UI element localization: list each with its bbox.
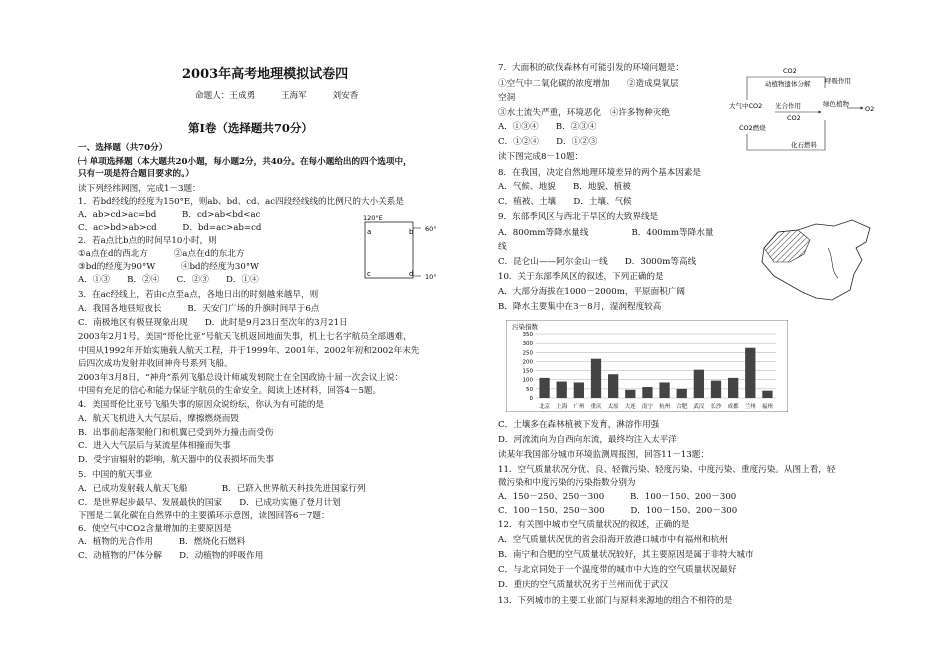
right-line: A．气候、地貌 B．地貌、植被 [498,182,631,192]
right-line: A．空气质量状况优的省会沿海开放港口城市中有福州和杭州 [498,535,728,545]
left-line: 6．使空气中CO2含量增加的主要原因是 [78,524,232,534]
right-line: C．与北京同处于一个温度带的城市中大连的空气质量状况最好 [498,565,737,575]
chart-ytick: 250 [522,350,533,357]
chart-bar [557,382,567,398]
right-line: 空洞 [498,93,516,103]
right-line: 7．大面积的砍伐森林有可能引发的环境问题是： [498,63,684,73]
left-line: 2003年2月1号，美国“哥伦比亚”号航天飞机返回地面失事，机上七名宇航员全部遇难， [78,332,412,342]
left-line: 1．若bd经线的经度为150°E，则ab、bd、cd、ac四段经线线的比例尺的大小关系是 [78,197,404,207]
china-region-map [758,218,880,306]
carbon-co2-mid: CO2 [787,114,801,122]
left-line: A．植物的光合作用 B．燃烧化石燃料 [78,537,246,547]
chart-bar [642,387,652,398]
page-title: 2003年高考地理模拟试卷四 [182,67,349,82]
carbon-fossil: 化石燃料 [791,141,817,149]
carbon-cycle-diagram [725,62,890,160]
right-line: 读下图完成8－10题： [498,152,584,162]
right-line: 8．在我国，决定自然地理环境差异的两个基本因素是 [498,168,702,178]
grid-lon-label: 120°E [363,214,383,222]
right-line: A．800mm等降水量线 B．400mm等降水量 [498,228,714,238]
chart-xtick: 兰州 [744,404,756,410]
right-line: A．150－250、250－300 B．100－150、200－300 [498,492,737,502]
left-line: A．①③ B．②④ C．②③ D．①④ [78,275,259,285]
right-line: D．重庆的空气质量状况劣于兰州而优于武汉 [498,580,669,590]
left-line: 2．若a点比b点的时间早10小时，则 [78,236,217,246]
carbon-plants: 绿色植物 [823,100,849,108]
right-line: C．土壤多在森林植被下发育，淋溶作用强 [498,420,660,430]
left-line: 2003年3月8日，“神舟”系列飞船总设计师戚发轫院士在全国政协十届一次会议上说： [78,373,404,383]
chart-xtick: 杭州 [659,404,671,410]
right-line: 10．关于东部季风区的叙述，下列正确的是 [498,272,664,282]
grid-point-c: c [367,270,371,278]
left-line: C．动植物的尸体分解 D．动植物的呼吸作用 [78,551,264,561]
right-line: 线 [498,242,507,252]
grid-point-b: b [409,228,414,236]
chart-bar [711,381,721,398]
grid-point-a: a [367,228,372,236]
chart-bar [677,389,687,398]
left-line: ㈠ 单项选择题（本大题共20小题，每小题2分，共40分。在每小题给出的四个选项中， [78,157,412,167]
right-line: C．昆仑山——阿尔金山一线 D．3000m等高线 [498,257,697,267]
chart-bar [625,390,635,398]
right-line: D．河流流向为自西向东流，最终均注入太平洋 [498,435,677,445]
grid-lat1-label: 60° [425,225,437,233]
chart-xtick: 武汉 [693,404,705,410]
left-line: A．航天飞机进入大气层后，摩擦燃烧而毁 [78,414,239,424]
chart-bar [591,359,601,398]
chart-xtick: 福州 [761,404,773,410]
left-line: C．南极地区有极昼现象出现 D．此时是9月23日至次年的3月21日 [78,318,348,328]
chart-xtick: 大连 [624,404,636,410]
left-line: 下图是二氧化碳在自然界中的主要循环示意图，读图回答6－7题： [78,511,330,521]
left-line: C．ac>bd>ab>cd D．bd=ac>ab=cd [78,223,262,233]
left-line: 3．在ac经线上，若由c点至a点，各地日出的时刻越来越早，则 [78,290,319,300]
right-line: C．①②④ D．①②③ [498,137,598,147]
chart-ytick: 100 [522,377,533,384]
left-line: ①a点在d的西北方 ②a点在d的东北方 [78,249,245,259]
chart-xtick: 北京 [539,404,551,410]
pollution-bar-chart [506,320,788,412]
chart-bar [694,370,704,398]
chart-xtick: 合肥 [676,404,688,410]
chart-ytick: 150 [522,368,533,375]
chart-bar [659,382,669,398]
chart-ytick: 200 [522,359,533,366]
left-line: B．出事前起落架舱门和机翼已受到外力撞击而受伤 [78,428,274,438]
chart-bar [574,382,584,398]
right-line: A．①③④ B．②③④ [498,122,597,132]
left-line: 一、选择题（共70分） [78,143,168,153]
left-line: 读下列经纬网图，完成1－3题： [78,184,201,194]
lat-lon-grid-diagram [355,212,447,290]
chart-bar [745,348,755,398]
carbon-co2-burn: CO2燃烧 [739,124,766,132]
chart-xtick: 南宁 [641,404,653,410]
chart-bar [728,378,738,398]
left-line: 中国从1992年开始实施载人航天工程，并于1999年、2001年、2002年初和2002年末先 [78,346,420,356]
grid-lat2-label: 10° [425,273,437,281]
left-line: 5．中国的航天事业 [78,470,153,480]
carbon-air-co2: 大气中CO2 [729,102,763,110]
right-line: ①空气中二氧化碳的浓度增加 ②造成臭氧层 [498,79,679,89]
section-title: 第Ⅰ卷（选择题共70分） [188,121,313,135]
chart-xtick: 重庆 [590,404,602,410]
chart-ytick: 50 [526,386,533,393]
carbon-co2-top: CO2 [783,67,797,75]
chart-ylabel: 污染指数 [512,323,538,331]
chart-xtick: 成都 [727,404,739,410]
right-line: B．降水主要集中在3－8月，湿润程度较高 [498,302,662,312]
right-line: 13．下列城市的主要工业部门与原料来源地的组合不相符的是 [498,596,733,606]
chart-xtick: 长沙 [710,404,722,410]
left-line: A．我国各地昼短夜长 B．天安门广场的升旗时间早于6点 [78,304,320,314]
right-line: 读某年我国部分城市环境监测周报图，回答11－13题： [498,450,709,460]
carbon-photo-label: 光合作用 [775,102,801,110]
chart-xtick: 太原 [607,404,619,410]
authors: 命题人：王成勇 王海军 刘安香 [195,91,359,101]
chart-bar [539,378,549,398]
right-line: C．植被、土壤 D．土壤、气候 [498,197,632,207]
left-line: 后四次成功发射并收回神舟号系列飞船。 [78,359,233,369]
chart-xtick: 广州 [573,404,585,410]
chart-ytick: 350 [522,332,533,338]
right-line: 微污染和中度污染的污染指数分别为 [498,478,636,488]
left-line: A．已成功发射载人航天飞船 B．已跻入世界航天科技先进国家行列 [78,484,366,494]
left-line: C．是世界起步最早、发展最快的国家 D．已成功实施了登月计划 [78,498,341,508]
right-line: 12．有关图中城市空气质量状况的叙述，正确的是 [498,520,690,530]
right-line: A．大部分海拔在1000－2000m，平原面积广阔 [498,287,686,297]
right-line: 11．空气质量状况分优、良、轻微污染、轻度污染、中度污染、重度污染。从图上看，轻 [498,465,836,475]
carbon-decomp-label: 动植物遗体分解 [765,80,811,88]
grid-point-d: d [409,270,414,278]
left-line: D．受宇宙辐射的影响，航天器中的仪表损坏而失事 [78,455,274,465]
right-line: B．南宁和合肥的空气质量状况较好，其主要原因是属于非特大城市 [498,550,754,560]
chart-ytick: 300 [522,341,533,348]
chart-ytick: 0 [529,396,533,402]
left-line: C．进入大气层后与某流星体相撞而失事 [78,441,231,451]
right-line: 9．东部季风区与西北干旱区的大致界线是 [498,212,659,222]
left-line: A．ab>cd>ac=bd B．cd>ab<bd<ac [78,210,261,220]
carbon-respiration-label: 呼吸作用 [825,77,851,85]
chart-bar [608,374,618,398]
right-line: ③水土流失严重，环境恶化 ④许多物种灭绝 [498,108,670,118]
left-line: 只有一项是符合题目要求的。） [78,169,195,179]
chart-bar [762,391,772,398]
carbon-o2: O2 [865,105,875,113]
left-line: 中国有充足的信心和能力保证宇航员的生命安全。阅读上述材料，回答4－5题。 [78,386,382,396]
chart-xtick: 上海 [556,404,568,410]
right-line: C．100－150、250－300 D．100－150、200－300 [498,506,738,516]
left-line: ③bd的经度为90°W ④bd的经度为30°W [78,262,259,272]
left-line: 4．美国哥伦比亚号飞船失事的原因众说纷纭，你认为有可能的是 [78,400,325,410]
